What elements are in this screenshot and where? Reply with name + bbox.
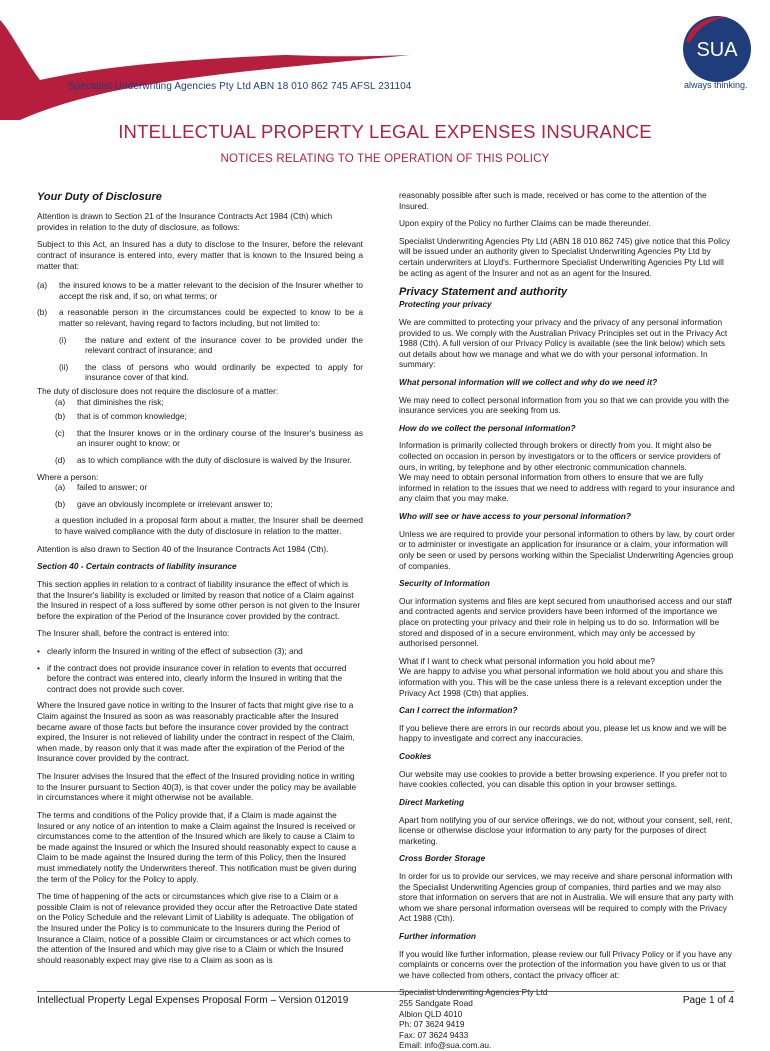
paragraph: reasonably possible after such is made, received or has come to the attention of the Insured. bbox=[399, 190, 707, 211]
logo-text: SUA bbox=[696, 39, 738, 61]
paragraph: The time of happening of the acts or circumstances which give rise to a Claim or a possible Claim is not of relevance provided they occur after the Retroactive Date stated on the Policy Schedule and the relevant Limit of Liability is adequate. The obligation of the Insured under the Policy is to communicate to the Insurers during the Period of Insurance a Claim, notice of a possible Claim or circumstances or act which comes to the attention of the Insured and which may give rise to a Claim or which the Insured should reasonably expect may give rise to a Claim as soon as is bbox=[37, 891, 358, 965]
list-item: (a) failed to answer; or bbox=[55, 482, 148, 493]
list-item: (a) that diminishes the risk; bbox=[55, 396, 164, 407]
address-line: Albion QLD 4010 bbox=[399, 1008, 463, 1019]
list-item: (d) as to which compliance with the duty of disclosure is waived by the Insurer. bbox=[55, 455, 352, 466]
phone: Ph: 07 3624 9419 bbox=[399, 1019, 465, 1030]
paragraph: The Insurer advises the Insured that the effect of the Insured providing notice in writing to the Insurer pursuant to Section 40(3), is that cover under the policy may be available in circumstances where it might otherwise not be available. bbox=[37, 771, 357, 803]
paragraph: The Insurer shall, before the contract is entered into: bbox=[37, 628, 230, 639]
bullet-item: • if the contract does not provide insurance cover in relation to events that occurred before the contract was entered into, clearly inform the Insured in writing that the contract does not provide such cover. bbox=[37, 662, 347, 694]
paragraph: Where the Insured gave notice in writing to the Insurer of facts that might give rise to a Claim against the Insured as soon as was reasonably practicable after the Insured became aware of those facts but before the insurance cover provided by the contract expired, the Insurer is not relieved of liability under the contract in respect of the Claim, when made, by reason only that it was made after the expiration of the Period of the Insurance cover provided by the contract. bbox=[37, 700, 355, 764]
privacy-heading: Privacy Statement and authority bbox=[399, 286, 568, 299]
paragraph: The terms and conditions of the Policy provide that, if a Claim is made against the Insured or any notice of an intention to make a Claim against the Insured is received or circumstances come to the attention of the Insured which are likely to cause a Claim to be made against the Insured or which the Insured should reasonably expect to cause a Claim to be made against the Insured during the term of this Policy, then the Insured must immediately notify the Underwriters thereof. This notification must be given during the term of the Policy for the Policy to apply. bbox=[37, 809, 357, 884]
paragraph: We may need to collect personal information from you so that we can provide you with the insurance services you are seeking from us. bbox=[399, 394, 730, 416]
footer-divider bbox=[37, 991, 734, 992]
duty-heading: Your Duty of Disclosure bbox=[37, 191, 162, 203]
email: Email: info@sua.com.au. bbox=[399, 1040, 492, 1051]
header-swoosh-graphic bbox=[0, 0, 420, 120]
cross-border-heading: Cross Border Storage bbox=[399, 853, 486, 864]
further-info-heading: Further information bbox=[399, 930, 476, 941]
how-collect-heading: How do we collect the personal information? bbox=[399, 422, 576, 433]
list-item: (i) the nature and extent of the insurance cover to be provided under the relevant contract of insurance; and bbox=[59, 334, 363, 356]
paragraph: We are happy to advise you what personal information we hold about you and share this information with you. This will be the case unless there is a relevant exception under the Privacy Act 1998 (Cth) that applies. bbox=[399, 666, 724, 698]
list-item: (b) a reasonable person in the circumstances could be expected to know to be a matter so relevant, having regard to factors including, but not limited to: bbox=[37, 307, 363, 328]
paragraph: a question included in a proposal form about a matter, the Insurer shall be deemed to have waived compliance with the duty of disclosure in relation to the matter. bbox=[55, 515, 363, 537]
paragraph: Attention is also drawn to Section 40 of the Insurance Contracts Act 1984 (Cth). bbox=[37, 543, 329, 554]
fax: Fax: 07 3624 9433 bbox=[399, 1029, 469, 1040]
paragraph: Where a person: bbox=[37, 471, 99, 482]
list-item: (b) that is of common knowledge; bbox=[55, 411, 187, 422]
page-title: INTELLECTUAL PROPERTY LEGAL EXPENSES INSURANCE bbox=[118, 121, 652, 142]
paragraph: Specialist Underwriting Agencies Pty Ltd (ABN 18 010 862 745) give notice that this Policy will be issued under an authority given to Specialist Underwriting Agencies Pty Ltd by certain underwriters at Lloyd's. Furthermore Specialist Underwriting Agencies Pty Ltd will be acting as agent of the Insurer and not as an agent for the Insured. bbox=[399, 235, 731, 278]
paragraph: Attention is drawn to Section 21 of the Insurance Contracts Act 1984 (Cth) which provides in relation to the duty of disclosure, as follows: bbox=[37, 211, 333, 232]
paragraph: Our website may use cookies to provide a better browsing experience. If you prefer not to have cookies collected, you can disable this option in your browser settings. bbox=[399, 768, 727, 790]
paragraph: In order for us to provide our services, we may receive and share personal information with the Specialist Underwriting Agencies group of companies, third parties and we may also store that information on servers that are not in Australia. We will ensure that any party with whom we share personal information overseas will be required to comply with the Privacy Act 1988 (Cth). bbox=[399, 870, 734, 924]
security-heading: Security of Information bbox=[399, 578, 490, 589]
company-line: Specialist Underwriting Agencies Pty Ltd ABN 18 010 862 745 AFSL 231104 bbox=[68, 81, 412, 92]
paragraph: The duty of disclosure does not require the disclosure of a matter: bbox=[37, 386, 279, 396]
paragraph: Apart from notifying you of our service offerings, we do not, without your consent, sell, rent, license or otherwise disclose your information to any party for the purposes of direct marketing. bbox=[399, 814, 733, 846]
collect-heading: What personal information will we collect and why do we need it? bbox=[399, 377, 658, 387]
address-line: Specialist Underwriting Agencies Pty Ltd bbox=[399, 987, 548, 998]
paragraph: What if I want to check what personal information you hold about me? bbox=[399, 655, 655, 666]
address-line: 255 Sandgate Road bbox=[399, 998, 473, 1009]
left-column bbox=[37, 190, 363, 972]
list-item: (a) the insured knows to be a matter relevant to the decision of the Insurer whether to accept the risk and, if so, on what terms; or bbox=[37, 280, 363, 301]
paragraph: If you believe there are errors in our records about you, please let us know and we will be happy to investigate and correct any inaccuracies. bbox=[399, 722, 727, 744]
right-column bbox=[399, 190, 735, 1051]
page-subtitle: NOTICES RELATING TO THE OPERATION OF THIS POLICY bbox=[220, 153, 550, 165]
list-item: (ii) the class of persons who would ordinarily be expected to apply for insurance cover of that kind. bbox=[59, 361, 363, 383]
correct-heading: Can I correct the information? bbox=[399, 705, 518, 716]
paragraph: This section applies in relation to a contract of liability insurance the effect of which is that the Insurer's liability is excluded or limited by reason that notice of a Claim against the Insured in respect of a loss suffered by some other person is not given to the Insurer before the expiration of the Period of the Insurance cover provided by the contract. bbox=[37, 578, 361, 621]
bullet-item: • clearly inform the Insured in writing of the effect of subsection (3); and bbox=[37, 645, 303, 656]
paragraph: If you would like further information, please review our full Privacy Policy or if you have any complaints or concerns over the protection of the information you have given to us or that we have collected from others, contact the privacy officer at: bbox=[399, 948, 732, 980]
cookies-heading: Cookies bbox=[399, 751, 432, 762]
list-item: (c) that the Insurer knows or in the ordinary course of the Insurer's business as an insurer ought to know; or bbox=[55, 427, 363, 449]
direct-marketing-heading: Direct Marketing bbox=[399, 796, 465, 807]
section-40-heading: Section 40 - Certain contracts of liability insurance bbox=[37, 561, 237, 572]
page-number: Page 1 of 4 bbox=[682, 995, 734, 1006]
paragraph: Subject to this Act, an Insured has a duty to disclose to the Insurer, before the relevant contract of insurance is entered into, every matter that is known to the Insured being a matter that: bbox=[37, 239, 363, 271]
paragraph: We may need to obtain personal information from others to ensure that we are fully informed in relation to the issues that we need to address with regard to your insurance and any claim that you may make. bbox=[399, 472, 735, 504]
sua-logo bbox=[682, 10, 752, 84]
tagline: always thinking. bbox=[684, 80, 748, 90]
access-heading: Who will see or have access to your personal information? bbox=[399, 511, 631, 522]
paragraph: Our information systems and files are kept secured from unauthorised access and our staff and contracted agents and service providers have been informed of the importance we place on protecting your privacy and their role in helping us to do so. Information will be stored and disposed of in a secure environment, which may only be accessed by authorised personnel. bbox=[399, 595, 732, 649]
list-item: (b) gave an obviously incomplete or irrelevant answer to; bbox=[55, 498, 273, 509]
paragraph: We are committed to protecting your privacy and the privacy of any personal information provided to us. We comply with the Australian Privacy Principles set out in the Privacy Act 1988 (Cth). A full version of our Privacy Policy is available (see the link below) which sets out details about how we manage and what we do with your personal information. In summary: bbox=[399, 316, 728, 370]
protecting-heading: Protecting your privacy bbox=[399, 299, 492, 310]
paragraph: Upon expiry of the Policy no further Claims can be made thereunder. bbox=[399, 218, 651, 229]
paragraph: Information is primarily collected through brokers or directly from you. It might also be collected on occasion in person by investigators or to the officers or service providers of ours, in writing, by telephone and by other electronic communication channels. bbox=[399, 440, 721, 472]
paragraph: Unless we are required to provide your personal information to others by law, by court order or to administer or investigate an application for insurance or a claim, your information will only be seen or used by persons working within the Specialist Underwriting Agencies group of companies. bbox=[399, 528, 735, 571]
footer-form-version: Intellectual Property Legal Expenses Proposal Form – Version 012019 bbox=[37, 995, 349, 1006]
